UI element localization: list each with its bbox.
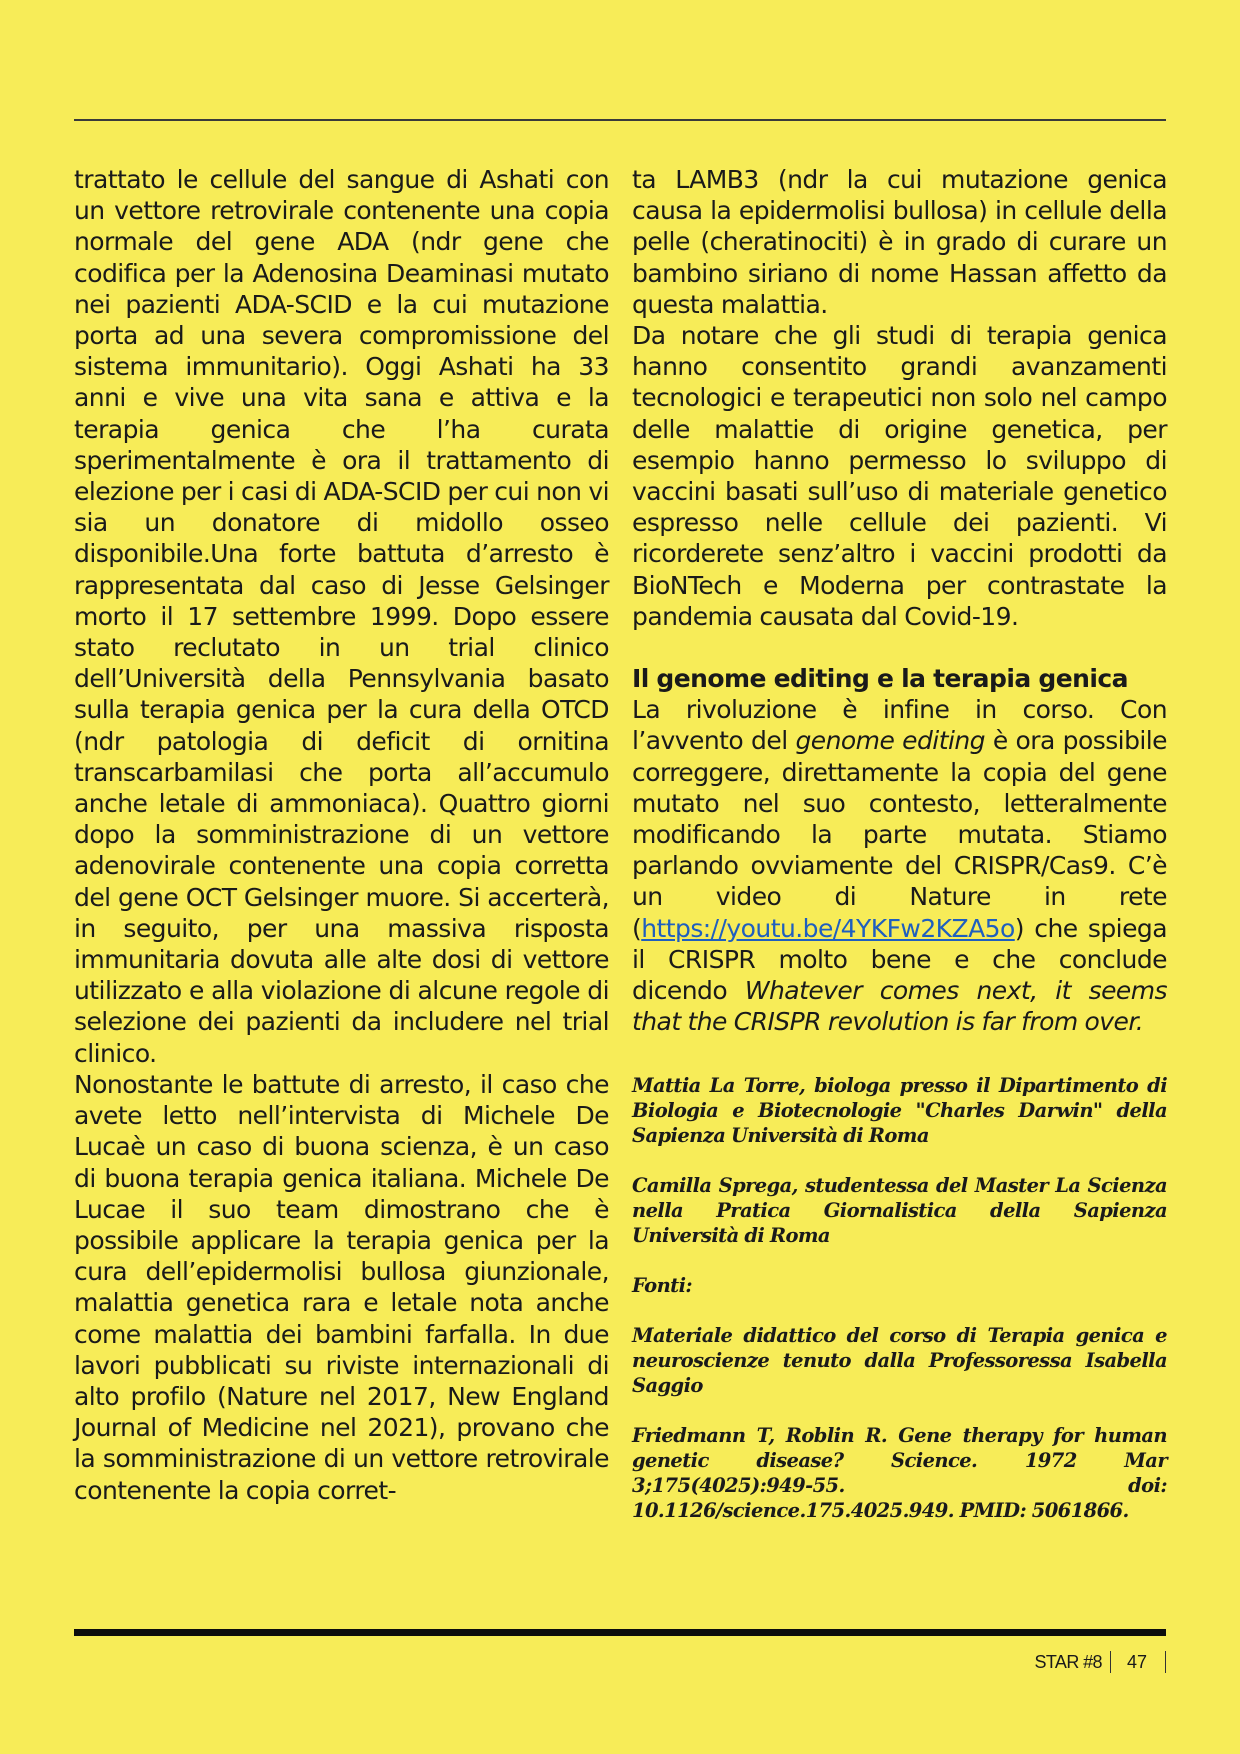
p3-text-c: ) che spiega il CRISPR molto bene e che conclude dicendo <box>632 913 1167 1006</box>
bottom-divider <box>74 1629 1166 1636</box>
source-1: Materiale didattico del corso di Terapia genica e neuroscienze tenuto dalla Professoressa Isabella Saggio <box>632 1324 1167 1398</box>
author-credit-2: Camilla Sprega, studentessa del Master La Scienza nella Pratica Giornalistica della Sapienza Università di Roma <box>632 1174 1167 1248</box>
footer-separator-end <box>1165 1651 1166 1673</box>
right-column <box>632 164 1167 1523</box>
left-paragraph-2: Nonostante le battute di arresto, il caso che avete letto nell’intervista di Michele De Lucaè un caso di buona scienza, è un caso di buona terapia genica italiana. Michele De Lucae il suo team dimostrano che è possibile applicare la terapia genica per la cura dell’epidermolisi bullosa giunzionale, malattia genetica rara e letale nota anche come malattia dei bambini farfalla. In due lavori pubblicati su riviste internazionali di alto profilo (Nature nel 2017, New England Journal of Medicine nel 2021), provano che la somministrazione di un vettore retrovirale contenente la copia corret- <box>74 1069 609 1505</box>
footer-separator <box>1110 1651 1111 1673</box>
section-heading: Il genome editing e la terapia genica <box>632 664 1128 694</box>
right-paragraph-1: ta LAMB3 (ndr la cui mutazione genica causa la epidermolisi bullosa) in cellule della pelle (cheratinociti) è in grado di curare un bambino siriano di nome Hassan affetto da questa malattia. <box>632 165 1167 319</box>
p3-emphasis: genome editing <box>795 726 985 756</box>
right-paragraph-2: Da notare che gli studi di terapia genica hanno consentito grandi avanzamenti tecnologici e terapeutici non solo nel campo delle malattie di origine genetica, per esempio hanno permesso lo sviluppo di vaccini basati sull’uso di materiale genetico espresso nelle cellule dei pazienti. Vi ricorderete senz’altro i vaccini prodotti da BioNTech e Moderna per contrastate la pandemia causata dal Covid-19. <box>632 321 1167 631</box>
magazine-issue: STAR #8 <box>1034 1652 1102 1672</box>
p3-text-a: La rivoluzione è infine in corso. Con l’avvento del <box>632 695 1167 756</box>
left-column <box>74 164 609 1506</box>
author-credit-1: Mattia La Torre, biologa presso il Dipartimento di Biologia e Biotecnologie "Charles Darwin" della Sapienza Università di Roma <box>632 1074 1167 1148</box>
p3-quote: Whatever comes next, it seems that the CRISPR revolution is far from over. <box>632 976 1168 1037</box>
source-2: Friedmann T, Roblin R. Gene therapy for human genetic disease? Science. 1972 Mar 3;175(4025):949-55. doi: 10.1126/science.175.4025.949. PMID: 5061866. <box>632 1424 1167 1523</box>
p3-text-b: è ora possibile correggere, direttamente la copia del gene mutato nel suo contesto, letteralmente modificando la parte mutata. Stiamo parlando ovviamente del CRISPR/Cas9. C’è un video di Nature in rete ( <box>632 726 1168 943</box>
right-paragraph-3 <box>632 694 1167 1037</box>
page-number: 47 <box>1126 1652 1147 1672</box>
video-link[interactable]: https://youtu.be/4YKFw2KZA5o <box>641 913 1015 943</box>
left-paragraph-1: trattato le cellule del sangue di Ashati con un vettore retrovirale contenente una copia normale del gene ADA (ndr gene che codifica per la Adenosina Deaminasi mutato nei pazienti ADA-SCID e la cui mutazione porta ad una severa compromissione del sistema immunitario). Oggi Ashati ha 33 anni e vive una vita sana e attiva e la terapia genica che l’ha curata sperimentalmente è ora il trattamento di elezione per i casi di ADA-SCID per cui non vi sia un donatore di midollo osseo disponibile.Una forte battuta d’arresto è rappresentata dal caso di Jesse Gelsinger morto il 17 settembre 1999. Dopo essere stato reclutato in un trial clinico dell’Università della Pennsylvania basato sulla terapia genica per la cura della OTCD (ndr patologia di deficit di ornitina transcarbamilasi che porta all’accumulo anche letale di ammoniaca). Quattro giorni dopo la somministrazione di un vettore adenovirale contenente una copia corretta del gene OCT Gelsinger muore. Si accerterà, in seguito, per una massiva risposta immunitaria dovuta alle alte dosi di vettore utilizzato e alla violazione di alcune regole di selezione dei pazienti da includere nel trial clinico. <box>74 165 609 1068</box>
sources-label: Fonti: <box>632 1274 692 1298</box>
page-footer <box>1034 1650 1166 1674</box>
top-divider <box>74 119 1166 121</box>
